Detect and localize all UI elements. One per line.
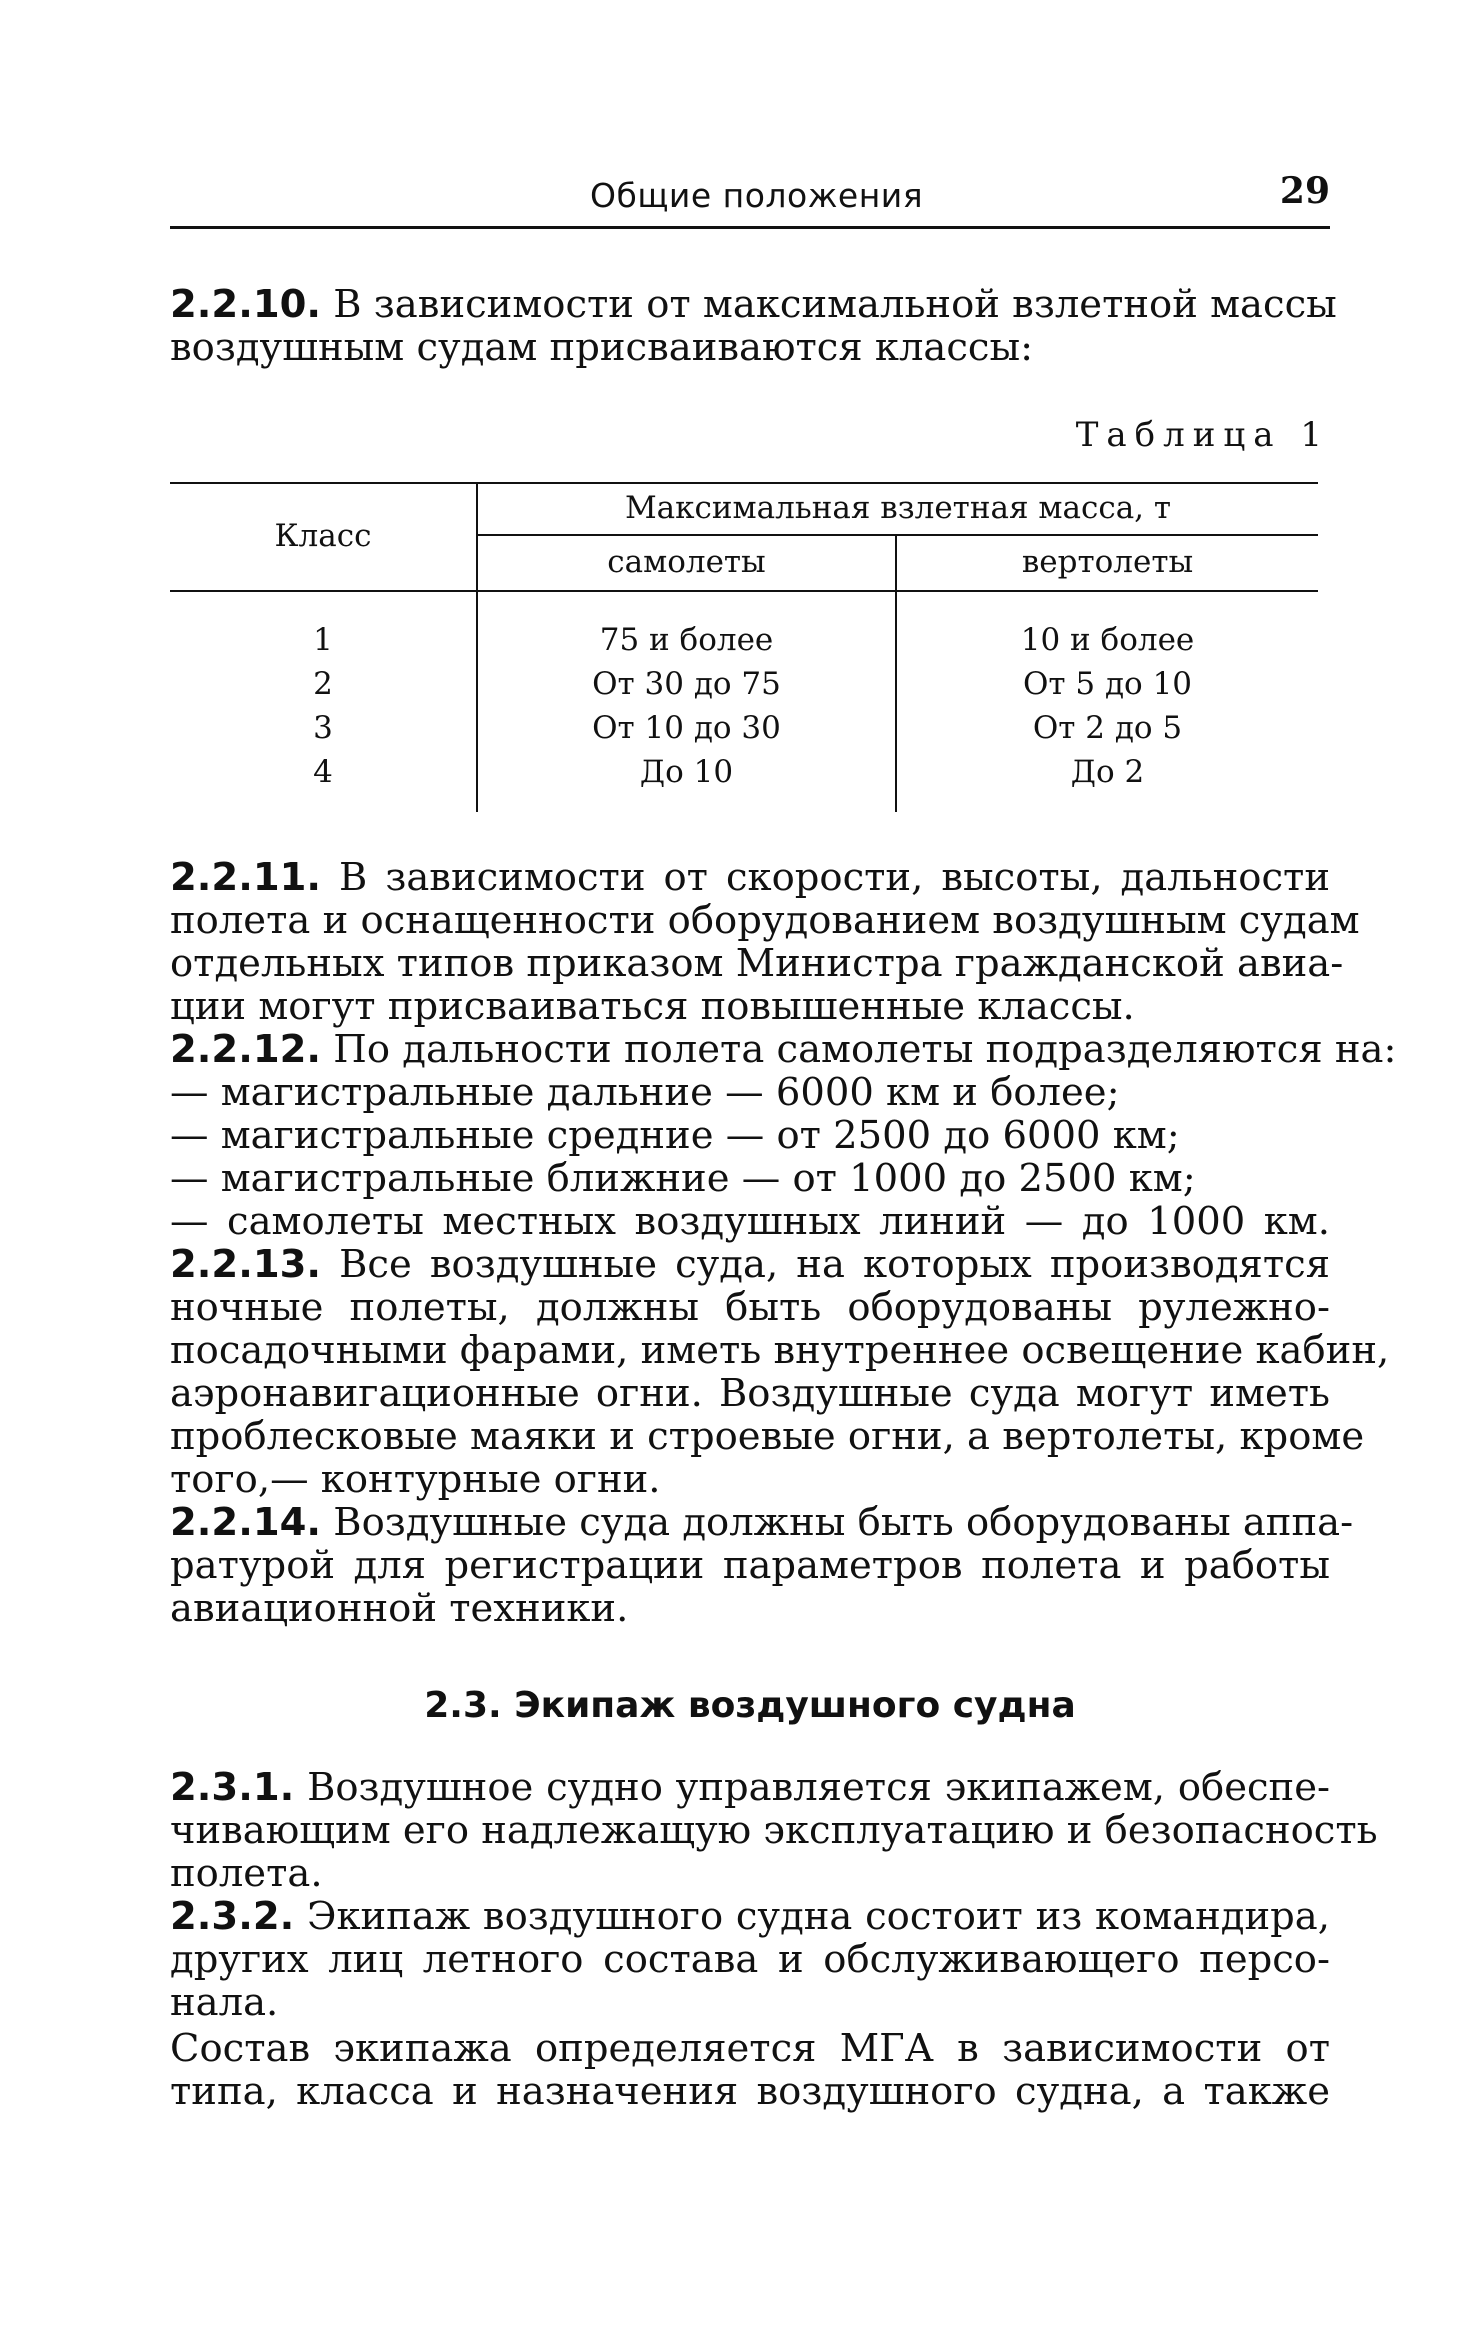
paragraph-line: посадочными фарами, иметь внутреннее освещение кабин,: [170, 1328, 1390, 1373]
cell-planes: От 10 до 30: [592, 710, 781, 746]
list-item: — магистральные дальние — 6000 км и более;: [170, 1070, 1120, 1115]
paragraph-line: типа, класса и назначения воздушного судна, а также: [170, 2069, 1330, 2114]
cell-class: 1: [313, 622, 333, 658]
table-top-rule: [170, 482, 1318, 484]
paragraph-2-2-14: [170, 1500, 1354, 1631]
paragraph-2-3-1: [170, 1765, 1378, 1896]
paragraph-number: 2.2.10.: [170, 282, 322, 327]
list-item: — магистральные ближние — от 1000 до 2500 км;: [170, 1156, 1196, 1201]
cell-helicopters: От 5 до 10: [1022, 666, 1193, 702]
paragraph-number: 2.2.11.: [170, 855, 322, 900]
paragraph-number: 2.2.14.: [170, 1500, 322, 1545]
header-class: Класс: [274, 518, 372, 554]
cell-planes: 75 и более: [599, 622, 774, 658]
cell-helicopters: До 2: [1070, 754, 1145, 790]
paragraph-2-2-11: [170, 855, 1360, 1029]
list-item: — самолеты местных воздушных линий — до 1000 км.: [170, 1199, 1330, 1244]
paragraph-line: авиационной техники.: [170, 1586, 629, 1631]
paragraph-line: воздушным судам присваиваются классы:: [170, 325, 1034, 370]
paragraph-line: нала.: [170, 1980, 279, 2025]
cell-class: 2: [313, 666, 333, 702]
paragraph-number: 2.2.12.: [170, 1027, 322, 1072]
table-subheader-rule: [477, 534, 1318, 536]
running-header: [170, 168, 1330, 228]
table-row: [170, 666, 1318, 710]
paragraph-line: полета.: [170, 1851, 323, 1896]
paragraph-crew-composition: [170, 2027, 1330, 2113]
paragraph-number: 2.3.2.: [170, 1894, 295, 1939]
page-number: 29: [1279, 170, 1330, 212]
header-helicopters: вертолеты: [1021, 544, 1194, 580]
paragraph-line: других лиц летного состава и обслуживающего персо-: [170, 1937, 1330, 1982]
cell-planes: До 10: [639, 754, 734, 790]
paragraph-line: чивающим его надлежащую эксплуатацию и безопасность: [170, 1808, 1378, 1853]
paragraph-2-2-13: [170, 1242, 1390, 1502]
paragraph-line: В зависимости от скорости, высоты, дальности: [339, 855, 1330, 900]
table-caption: Таблица 1: [1075, 415, 1330, 455]
paragraph-number: 2.2.13.: [170, 1242, 322, 1287]
paragraph-line: полета и оснащенности оборудованием воздушным судам: [170, 898, 1360, 943]
table-row: [170, 622, 1318, 666]
paragraph-line: Экипаж воздушного судна состоит из командира,: [306, 1894, 1330, 1939]
paragraph-line: По дальности полета самолеты подразделяются на:: [333, 1027, 1397, 1072]
header-rule: [170, 226, 1330, 229]
section-title: 2.3. Экипаж воздушного судна: [424, 1685, 1076, 1726]
header-mass: Максимальная взлетная масса, т: [624, 490, 1172, 526]
paragraph-line: того,— контурные огни.: [170, 1457, 661, 1502]
table-header-bottom-rule: [170, 590, 1318, 592]
paragraph-number: 2.3.1.: [170, 1765, 295, 1810]
cell-class: 4: [313, 754, 333, 790]
paragraph-line: проблесковые маяки и строевые огни, а вертолеты, кроме: [170, 1414, 1365, 1459]
table-row: [170, 754, 1318, 798]
paragraph-line: ции могут присваиваться повышенные классы.: [170, 984, 1135, 1029]
paragraph-line: отдельных типов приказом Министра гражданской авиа-: [170, 941, 1344, 986]
paragraph-line: Воздушное судно управляется экипажем, обеспе-: [307, 1765, 1330, 1810]
paragraph-line: В зависимости от максимальной взлетной массы: [333, 282, 1337, 327]
mass-class-table: [170, 482, 1318, 812]
cell-helicopters: 10 и более: [1020, 622, 1195, 658]
header-planes: самолеты: [607, 544, 766, 580]
cell-helicopters: От 2 до 5: [1032, 710, 1183, 746]
table-row: [170, 710, 1318, 754]
list-item: — магистральные средние — от 2500 до 6000 км;: [170, 1113, 1180, 1158]
paragraph-line: Воздушные суда должны быть оборудованы аппа-: [333, 1500, 1354, 1545]
paragraph-line: ночные полеты, должны быть оборудованы рулежно-: [170, 1285, 1330, 1330]
paragraph-line: Все воздушные суда, на которых производятся: [339, 1242, 1330, 1287]
paragraph-2-2-12: [170, 1027, 1397, 1244]
paragraph-line: Состав экипажа определяется МГА в зависимости от: [170, 2026, 1330, 2071]
running-title: Общие положения: [590, 176, 924, 215]
cell-class: 3: [313, 710, 333, 746]
paragraph-2-2-10: [170, 282, 1337, 370]
cell-planes: От 30 до 75: [592, 666, 781, 702]
paragraph-line: аэронавигационные огни. Воздушные суда могут иметь: [170, 1371, 1330, 1416]
paragraph-line: ратурой для регистрации параметров полета и работы: [170, 1543, 1330, 1588]
paragraph-2-3-2: [170, 1895, 1330, 2024]
